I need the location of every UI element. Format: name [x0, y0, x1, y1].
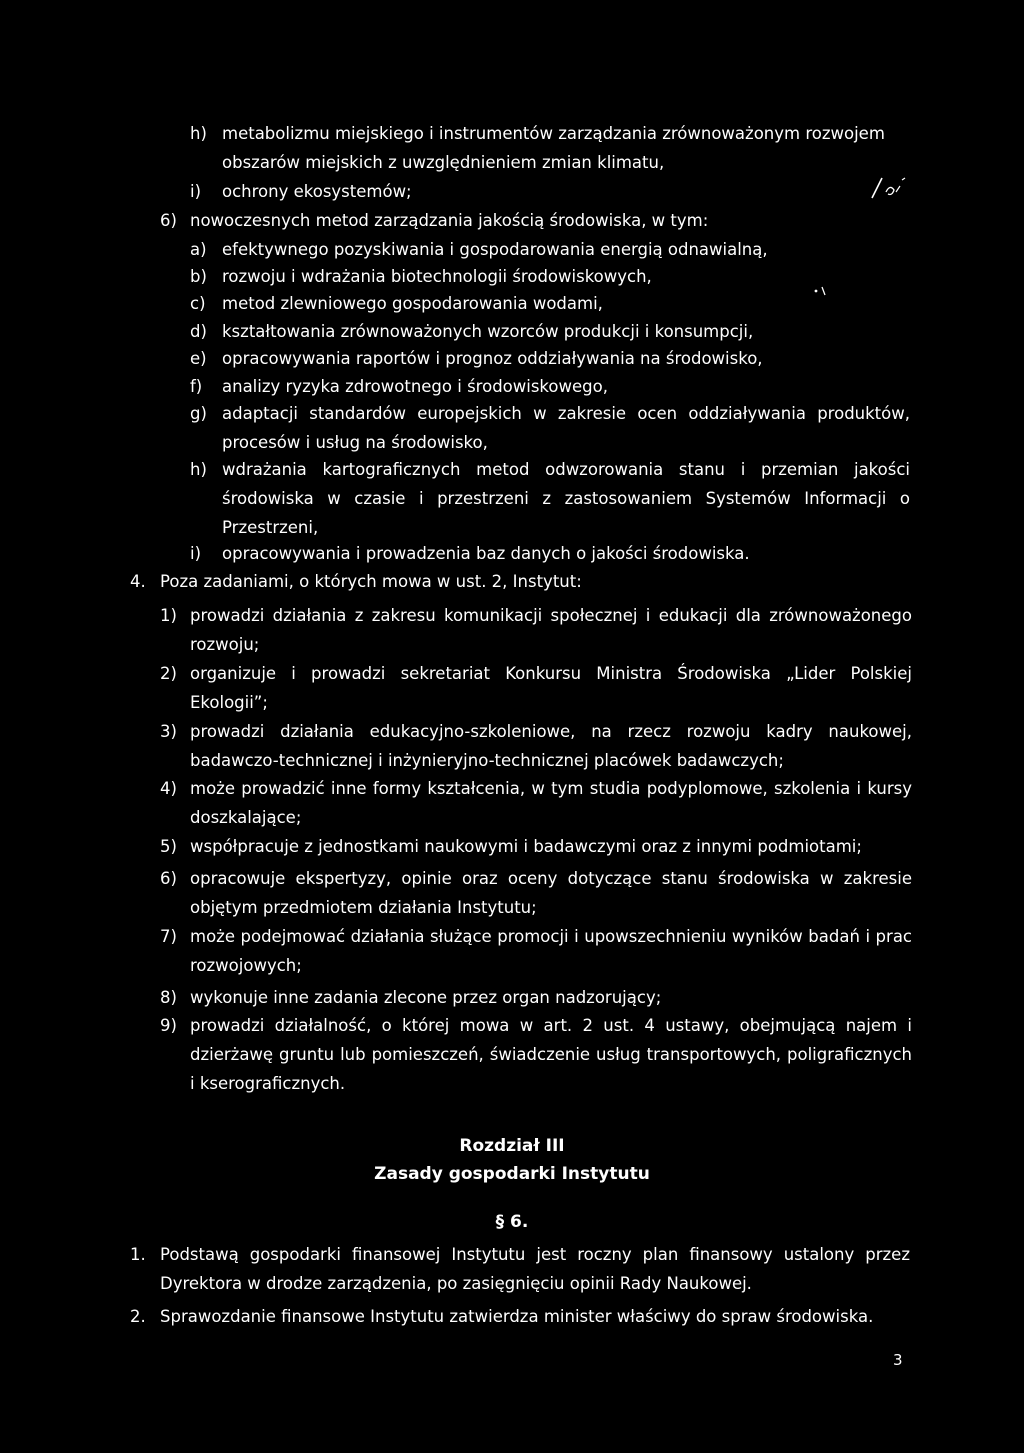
list-item-c [190, 289, 910, 318]
page-number: 3 [893, 1351, 903, 1369]
item-label: 8) [160, 988, 177, 1007]
list-item-g [190, 399, 910, 457]
section-symbol: § 6. [495, 1212, 529, 1232]
item-label: f) [190, 377, 203, 396]
paragraph-label: 1. [130, 1245, 146, 1264]
list-item-a [190, 235, 910, 264]
item-text: nowoczesnych metod zarządzania jakością środowiska, w tym: [190, 211, 709, 230]
item-text: prowadzi działania z zakresu komunikacji społecznej i edukacji dla zrównoważonego rozwoju; [190, 606, 912, 654]
list-item-h2 [190, 455, 910, 542]
numbered-item-1 [160, 601, 912, 659]
item-text: rozwoju i wdrażania biotechnologii środowiskowych, [222, 267, 652, 286]
item-label: 9) [160, 1016, 177, 1035]
numbered-item-5 [160, 832, 912, 861]
list-item-h [190, 119, 910, 177]
item-text: adaptacji standardów europejskich w zakresie ocen oddziaływania produktów, procesów i usług na środowisko, [222, 404, 910, 452]
list-item-f [190, 372, 910, 401]
item-text: może prowadzić inne formy kształcenia, w tym studia podyplomowe, szkolenia i kursy doszkalające; [190, 779, 912, 827]
numbered-item-4 [160, 774, 912, 832]
item-label: 1) [160, 606, 177, 625]
list-item-b [190, 262, 910, 291]
paragraph-text: Sprawozdanie finansowe Instytutu zatwierdza minister właściwy do spraw środowiska. [160, 1307, 874, 1326]
item-text: wdrażania kartograficznych metod odwzorowania stanu i przemian jakości środowiska w czasie i przestrzeni z zastosowaniem Systemów Informacji o Przestrzeni, [222, 460, 910, 537]
paragraph-1 [130, 1240, 910, 1298]
item-label: i) [190, 544, 202, 563]
item-label: 3) [160, 722, 177, 741]
chapter-subtitle: Zasady gospodarki Instytutu [374, 1164, 650, 1184]
list-item-i [190, 177, 910, 206]
item-text: metod zlewniowego gospodarowania wodami, [222, 294, 603, 313]
list-item-d [190, 317, 910, 346]
item-text: metabolizmu miejskiego i instrumentów zarządzania zrównoważonym rozwojem obszarów miejskich z uwzględnieniem zmian klimatu, [222, 124, 885, 172]
numbered-item-7 [160, 922, 912, 980]
item-text: prowadzi działania edukacyjno-szkoleniowe, na rzecz rozwoju kadry naukowej, badawczo-technicznej i inżynieryjno-technicznej placówek badawczych; [190, 722, 912, 770]
item-label: g) [190, 404, 207, 423]
numbered-item-9 [160, 1011, 912, 1098]
item-label: 2) [160, 664, 177, 683]
item-text: ochrony ekosystemów; [222, 182, 412, 201]
paragraph-2 [130, 1302, 910, 1331]
item-label: c) [190, 294, 206, 313]
numbered-item-3 [160, 717, 912, 775]
item-text: analizy ryzyka zdrowotnego i środowiskowego, [222, 377, 608, 396]
item-label: a) [190, 240, 207, 259]
numbered-item-2 [160, 659, 912, 717]
item-text: opracowywania raportów i prognoz oddziaływania na środowisko, [222, 349, 763, 368]
item-label: 7) [160, 927, 177, 946]
numbered-item-8 [160, 983, 912, 1012]
stray-mark-icon [810, 283, 834, 299]
item-text: organizuje i prowadzi sekretariat Konkursu Ministra Środowiska „Lider Polskiej Ekologii”; [190, 664, 912, 712]
item-text: opracowuje ekspertyzy, opinie oraz oceny dotyczące stanu środowiska w zakresie objętym przedmiotem działania Instytutu; [190, 869, 912, 917]
item-text: wykonuje inne zadania zlecone przez organ nadzorujący; [190, 988, 662, 1007]
paragraph-text: Podstawą gospodarki finansowej Instytutu jest roczny plan finansowy ustalony przez Dyrektora w drodze zarządzenia, po zasięgnięciu opinii Rady Naukowej. [160, 1245, 910, 1293]
numbered-item-6 [160, 864, 912, 922]
item-label: d) [190, 322, 207, 341]
item-text: kształtowania zrównoważonych wzorców produkcji i konsumpcji, [222, 322, 754, 341]
item-label: h) [190, 460, 207, 479]
item-label: 5) [160, 837, 177, 856]
section-text: Poza zadaniami, o których mowa w ust. 2, Instytut: [160, 572, 582, 591]
section-4 [130, 567, 910, 596]
item-text: opracowywania i prowadzenia baz danych o jakości środowiska. [222, 544, 750, 563]
item-label: e) [190, 349, 207, 368]
item-text: może podejmować działania służące promocji i upowszechnieniu wyników badań i prac rozwojowych; [190, 927, 912, 975]
item-label: 6) [160, 869, 177, 888]
item-text: efektywnego pozyskiwania i gospodarowania energią odnawialną, [222, 240, 768, 259]
item-label: 6) [160, 211, 177, 230]
chapter-title: Rozdział III [459, 1136, 565, 1156]
item-text: współpracuje z jednostkami naukowymi i badawczymi oraz z innymi podmiotami; [190, 837, 862, 856]
paragraph-label: 2. [130, 1307, 146, 1326]
list-item-i2 [190, 539, 910, 568]
item-text: prowadzi działalność, o której mowa w art. 2 ust. 4 ustawy, obejmującą najem i dzierżawę gruntu lub pomieszczeń, świadczenie usług transportowych, poligraficznych i kserograficznych. [190, 1016, 912, 1093]
list-item-6 [160, 206, 912, 235]
section-label: 4. [130, 572, 146, 591]
item-label: i) [190, 182, 202, 201]
item-label: b) [190, 267, 207, 286]
item-label: h) [190, 124, 207, 143]
handwritten-mark-icon [868, 172, 908, 202]
item-label: 4) [160, 779, 177, 798]
list-item-e [190, 344, 910, 373]
